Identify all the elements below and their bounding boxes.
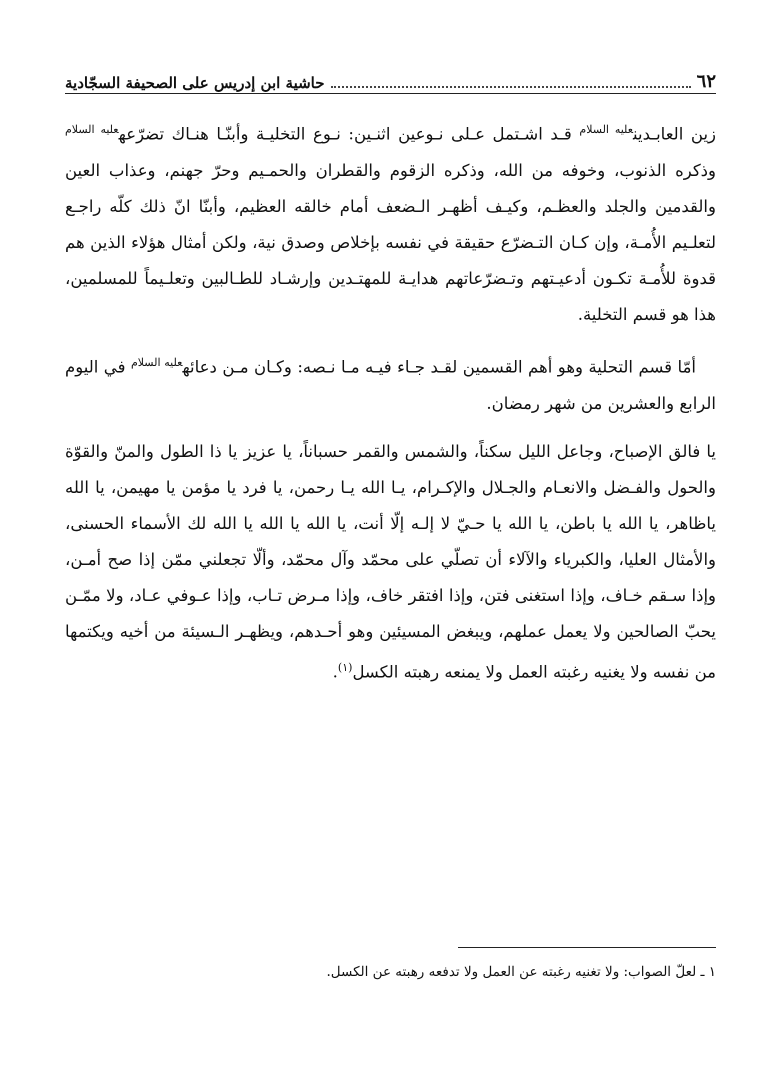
paragraph-text: قـد اشـتمل عـلى نـوعين اثنـين: نـوع التخليـة وأبنّـا هنـاك تضرّعه: [118, 124, 580, 144]
paragraph-text: زين العابـدين: [633, 124, 716, 144]
page-number: ٦٢: [696, 71, 716, 92]
honorific-mark: عليه السلام: [65, 123, 119, 136]
footnote: ١ ـ لعلّ الصواب: ولا تغنيه رغبته عن العمل ولا تدفعه رهبته عن الكسل.: [326, 964, 716, 980]
honorific-mark: عليه السلام: [579, 123, 634, 136]
paragraph-text: وذكره الذنوب، وخوفه من الله، وذكره الزقوم والقطران والحمـيم وحرّ جهنم، وعذاب العين والقدمين والجلد والعظـم، وكيـف أظهـر الـضعف أمام خالقه العظيم، وأبنّا انّ ذلك كلّه راجـع لتعلـيم الأُمـة، وإن كـان التـضرّع حقيقة في نفسه بإخلاص وصدق نية، ولكن أمثال هؤلاء الذين هم قدوة للأُمـة تكـون أدعيـتهم وتـضرّعاتهم هدايـة للمهتـدين وإرشـاد للطـالبين وتعلـيماً للمسلمين، هذا هو قسم التخلية.: [65, 160, 716, 324]
footnote-rule: [458, 947, 716, 948]
footnote-reference: (١): [337, 661, 353, 675]
running-header: [65, 60, 716, 92]
main-text: [65, 112, 716, 703]
supplication-text: يا فالق الإصباح، وجاعل الليل سكناً، والشمس والقمر حسباناً، يا عزيز يا ذا الطول والمنّ والقوّة والحول والفـضل والانعـام والجـلال والإكـرام، يـا الله يـا رحمن، يا فرد يا مؤمن يا مهيمن، يا الله ياظاهر، يا الله يا باطن، يا الله يا حـيّ لا إلـه إلّا أنت، يا الله يا الله يا الله لك الأسماء الحسنى، والأمثال العليا، والكبرياء والآلاء أن تصلّي على محمّد وآل محمّد، وألّا تجعلني ممّن إذا صح أمـن، وإذا سـقم خـاف، وإذا استغنى فتن، وإذا افتقر خاف، وإذا مـرض تـاب، وإذا عـوفي عـاد، ولا ممّـن يحبّ الصالحين ولا يعمل عملهم، ويبغض المسيئين وهو أحـدهم، ويظهـر الـسيئة من أخيه ويكتمها من نفسه ولا يغنيه رغبته العمل ولا يمنعه رهبته الكسل: [65, 441, 716, 682]
paragraph-text: أمّا قسم التحلية وهو أهم القسمين لقـد جـاء فيـه مـا نـصه: وكـان مـن دعائه: [182, 357, 696, 377]
paragraph-takhliya: [65, 112, 716, 333]
paragraph-tahliya: [65, 345, 716, 422]
honorific-mark: عليه السلام: [130, 356, 183, 370]
paragraph-supplication: [65, 434, 716, 691]
header-dot-leader: [331, 86, 691, 88]
paragraph-end: .: [332, 662, 338, 682]
header-title: حاشية ابن إدريس على الصحيفة السجّادية: [65, 74, 325, 92]
header-rule: [65, 93, 716, 94]
paragraph-text: في اليوم الرابع والعشرين من شهر رمضان.: [65, 357, 716, 413]
